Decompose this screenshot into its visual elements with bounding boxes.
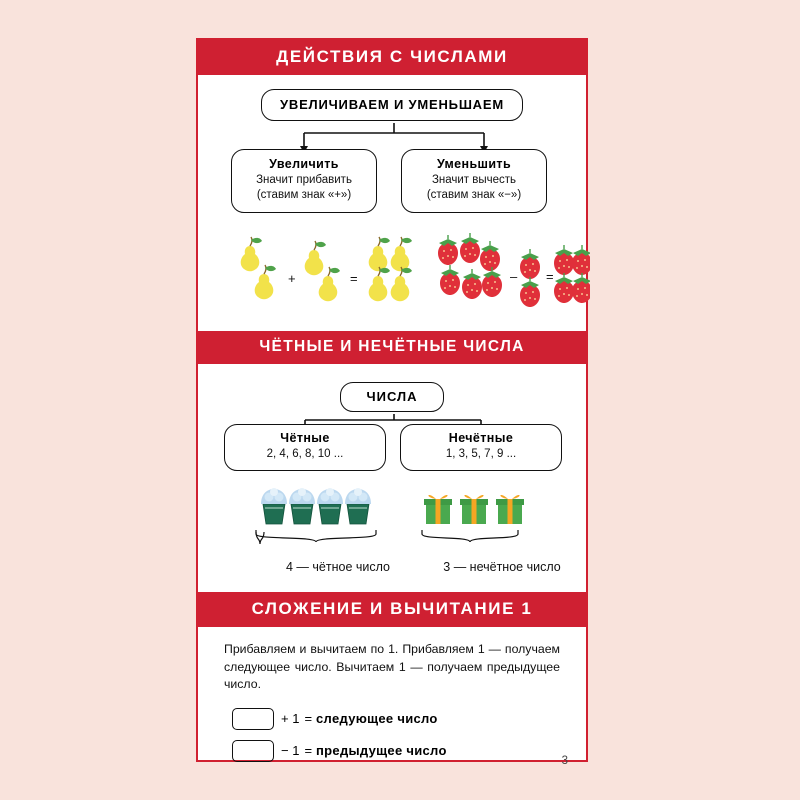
odd-numbers-title: Нечётные xyxy=(448,431,514,445)
answer-blank-2[interactable] xyxy=(232,740,274,762)
equation-row-next xyxy=(232,708,586,730)
increase-decrease-root-box xyxy=(261,89,523,121)
answer-blank-1[interactable] xyxy=(232,708,274,730)
section-1-banner: ДЕЙСТВИЯ С ЧИСЛАМИ xyxy=(198,40,586,75)
odd-numbers-values: 1, 3, 5, 7, 9 ... xyxy=(445,448,517,460)
numbers-root-label: ЧИСЛА xyxy=(366,389,418,404)
section-3-paragraph: Прибавляем и вычитаем по 1. Прибавляем 1 — получаем следующее число. Вычитаем 1 — получаем предыдущее число. xyxy=(224,642,560,691)
svg-text:=: = xyxy=(546,269,554,284)
even-odd-illustration xyxy=(198,482,586,574)
fruit-illustration xyxy=(198,227,586,327)
equation-2-result: предыдущее число xyxy=(316,743,447,758)
svg-text:+: + xyxy=(288,271,296,286)
increase-decrease-root-label: УВЕЛИЧИВАЕМ И УМЕНЬШАЕМ xyxy=(280,97,504,112)
section-3-body xyxy=(198,627,586,775)
increase-title: Увеличить xyxy=(269,157,339,171)
odd-caption: 3 — нечётное число xyxy=(443,560,561,574)
section-2-body xyxy=(198,364,586,592)
section-3-banner: СЛОЖЕНИЕ И ВЫЧИТАНИЕ 1 xyxy=(198,592,586,627)
fruit-illustration-svg xyxy=(198,227,590,327)
decrease-line-2: (ставим знак «−») xyxy=(426,189,522,201)
svg-text:–: – xyxy=(510,269,518,284)
section-2-banner: ЧЁТНЫЕ И НЕЧЁТНЫЕ ЧИСЛА xyxy=(198,331,586,364)
equation-1-result: следующее число xyxy=(316,711,438,726)
worksheet-card xyxy=(196,38,588,767)
increase-line-1: Значит прибавить xyxy=(256,174,352,186)
equation-2-operator: − 1 xyxy=(281,743,300,758)
even-numbers-title: Чётные xyxy=(280,431,330,445)
decrease-title: Уменьшить xyxy=(436,157,512,171)
section-1-body xyxy=(198,75,586,331)
decrease-line-1: Значит вычесть xyxy=(431,174,517,186)
even-numbers-values: 2, 4, 6, 8, 10 ... xyxy=(266,448,344,460)
equation-1-equals: = xyxy=(304,711,313,726)
odd-numbers-box xyxy=(400,424,562,471)
equation-row-prev xyxy=(232,740,586,762)
svg-text:=: = xyxy=(350,271,358,286)
numbers-root-box xyxy=(340,382,444,412)
page-number: 3 xyxy=(561,755,568,767)
equation-1-operator: + 1 xyxy=(281,711,300,726)
increase-box xyxy=(231,149,377,213)
increase-line-2: (ставим знак «+») xyxy=(256,189,352,201)
even-numbers-box xyxy=(224,424,386,471)
equation-2-equals: = xyxy=(304,743,313,758)
even-caption: 4 — чётное число xyxy=(286,560,390,574)
decrease-box xyxy=(401,149,547,213)
